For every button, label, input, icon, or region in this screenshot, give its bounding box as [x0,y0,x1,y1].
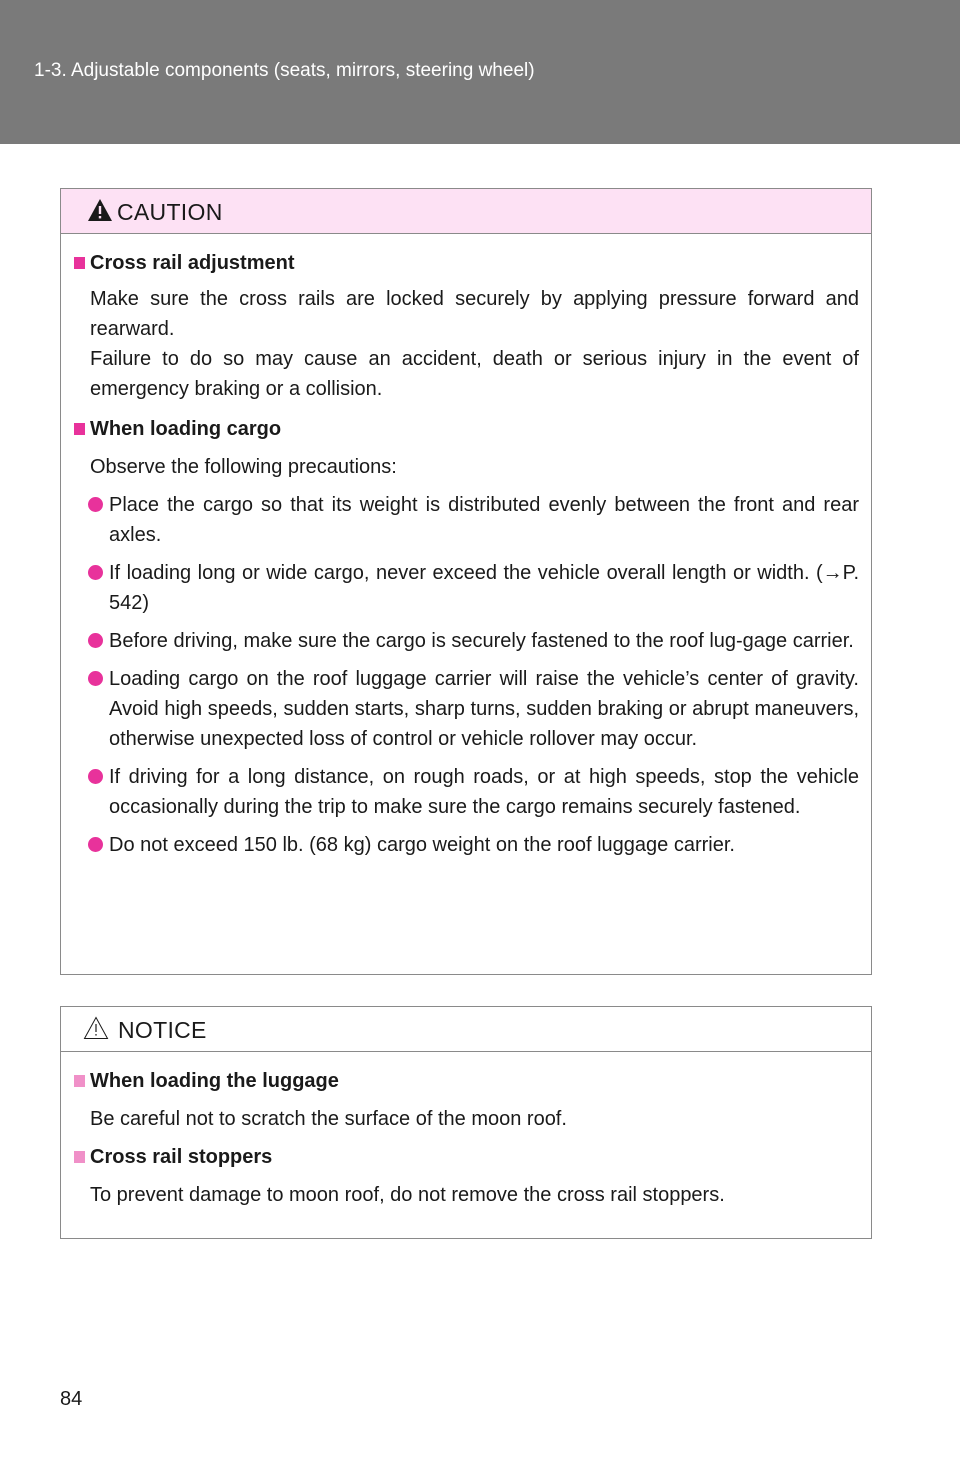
paragraph: Failure to do so may cause an accident, death or serious injury in the event of emergency braking or a collision. [90,348,859,400]
square-bullet-icon [74,1075,85,1087]
section-heading: When loading cargo [78,414,859,444]
bullet-dot-icon [88,837,103,852]
bullet-dot-icon [88,565,103,580]
bullet-item: Do not exceed 150 lb. (68 kg) cargo weight on the roof luggage carrier. [109,830,859,860]
caution-box [60,188,872,975]
square-bullet-icon [74,257,85,269]
notice-header [61,1007,871,1052]
paragraph: Make sure the cross rails are locked securely by applying pressure forward and rearward. [90,288,859,340]
caution-header [61,189,871,234]
bullet-item: If loading long or wide cargo, never exceed the vehicle overall length or width. (→P. 542) [109,558,859,618]
section-title: 1-3. Adjustable components (seats, mirrors, steering wheel) [34,60,535,81]
bullet-dot-icon [88,671,103,686]
section-heading: Cross rail stoppers [78,1142,859,1172]
bullet-item: Before driving, make sure the cargo is securely fastened to the roof lug-gage carrier. [109,626,859,656]
page-number: 84 [60,1388,83,1410]
section-heading: Cross rail adjustment [78,248,859,278]
bullet-item: Loading cargo on the roof luggage carrier will raise the vehicle’s center of gravity. Avoid high speeds, sudden starts, sharp turns, sudden braking or abrupt maneuvers, otherwise unexpected loss of control or vehicle rollover may occur. [109,664,859,754]
section-heading: When loading the luggage [78,1066,859,1096]
paragraph: Be careful not to scratch the surface of the moon roof. [90,1108,567,1130]
notice-label: NOTICE [118,1017,207,1043]
bullet-dot-icon [88,497,103,512]
paragraph: Observe the following precautions: [90,456,397,478]
bullet-item: If driving for a long distance, on rough roads, or at high speeds, stop the vehicle occasionally during the trip to make sure the cargo remains securely fastened. [109,762,859,822]
caution-body [61,234,871,860]
bullet-dot-icon [88,633,103,648]
bullet-dot-icon [88,769,103,784]
notice-body [61,1052,871,1210]
caution-label: CAUTION [117,199,223,225]
notice-triangle-icon [83,1016,109,1040]
warning-icon [87,198,113,222]
notice-box [60,1006,872,1239]
paragraph: To prevent damage to moon roof, do not remove the cross rail stoppers. [90,1184,725,1206]
page-header-bar [0,0,960,144]
square-bullet-icon [74,1151,85,1163]
square-bullet-icon [74,423,85,435]
bullet-item: Place the cargo so that its weight is distributed evenly between the front and rear axles. [109,490,859,550]
